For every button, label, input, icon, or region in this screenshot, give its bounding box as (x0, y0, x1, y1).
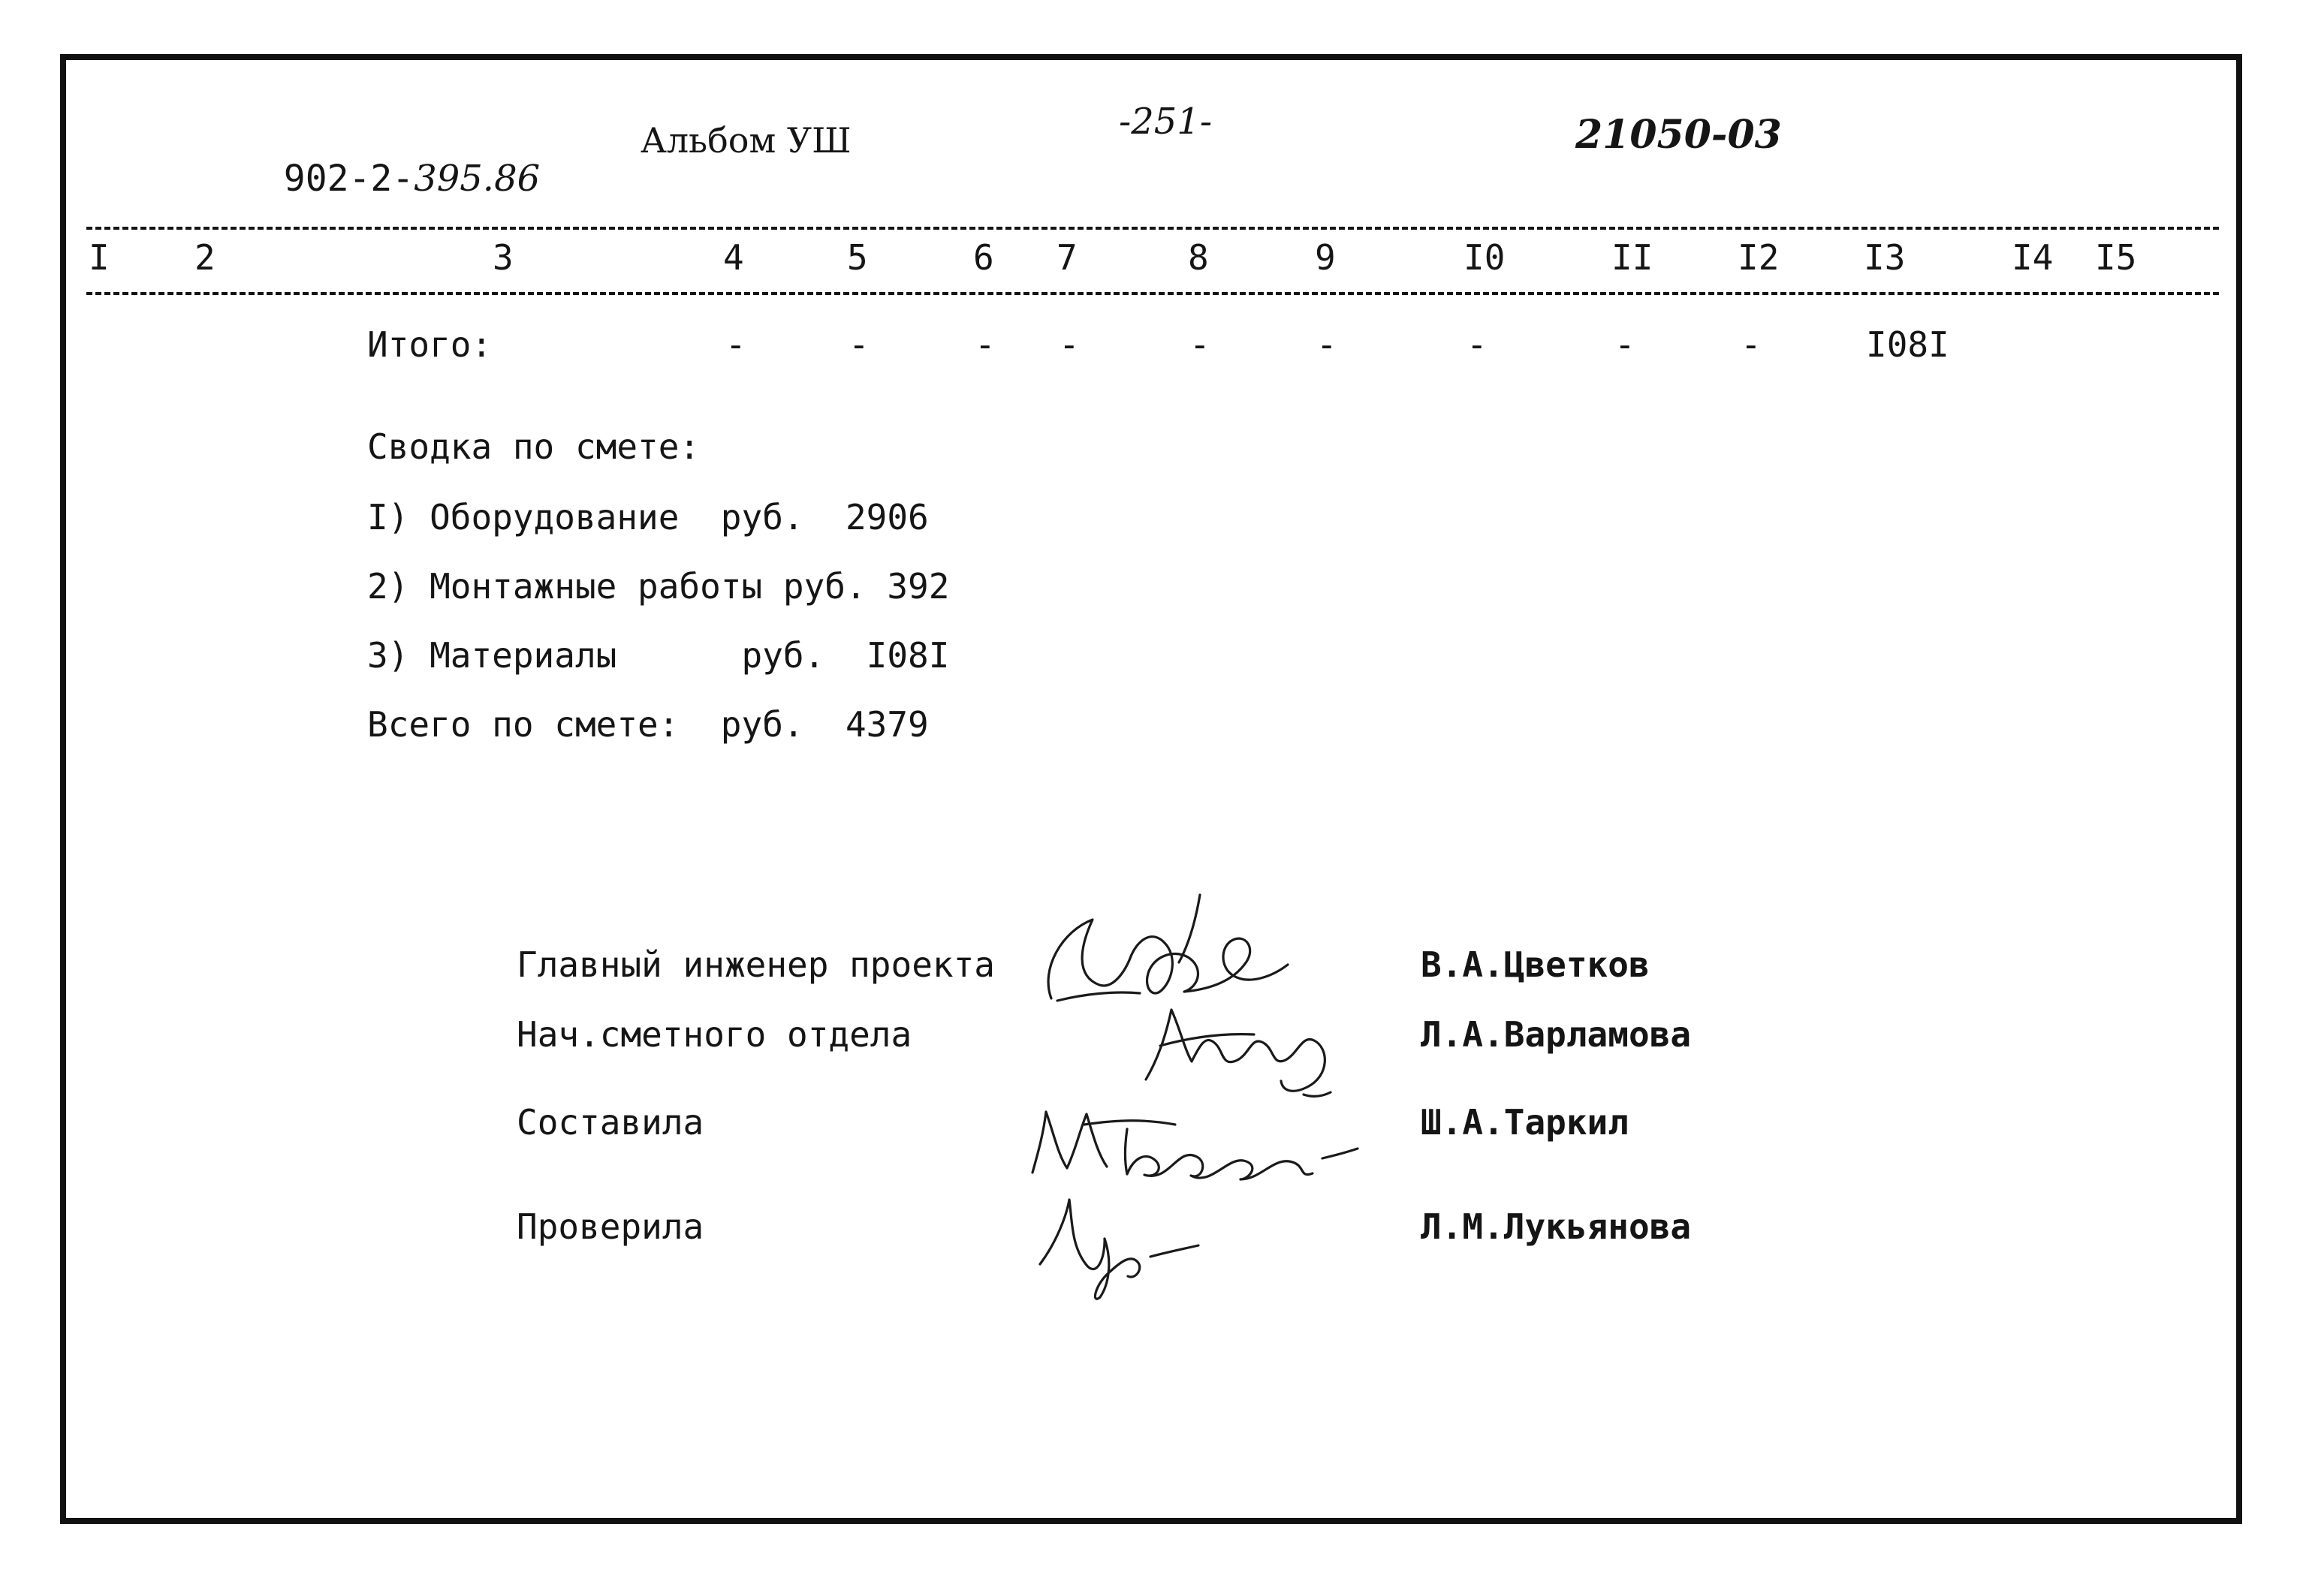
total-column-12: - (1741, 324, 1762, 365)
signature-checked-by (1021, 1186, 1209, 1310)
column-number-9: 9 (1315, 237, 1336, 278)
signatory-name-lukyanova: Л.М.Лукьянова (1421, 1206, 1692, 1247)
column-number-8: 8 (1188, 237, 1209, 278)
signature-role-chief-engineer: Главный инженер проекта (517, 944, 995, 985)
document-number-handwritten: 395.86 (414, 158, 541, 200)
document-code: 21050-03 (1575, 112, 1782, 158)
column-number-15: I5 (2095, 237, 2137, 278)
total-column-10: - (1466, 324, 1488, 365)
column-number-2: 2 (194, 237, 216, 278)
column-number-7: 7 (1057, 237, 1078, 278)
column-number-10: I0 (1463, 237, 1506, 278)
total-column-6: - (975, 324, 996, 365)
summary-item-materials: 3) Материалы руб. I08I (367, 635, 950, 676)
column-number-14: I4 (2012, 237, 2054, 278)
total-column-7: - (1059, 324, 1080, 365)
total-column-4: - (725, 324, 746, 365)
signature-role-estimate-head: Нач.сметного отдела (517, 1014, 912, 1055)
summary-item-installation: 2) Монтажные работы руб. 392 (367, 566, 950, 607)
column-number-12: I2 (1738, 237, 1780, 278)
total-column-5: - (849, 324, 870, 365)
signatory-name-varlamova: Л.А.Варламова (1421, 1014, 1692, 1055)
column-header-bottom-rule (86, 292, 2219, 295)
column-number-11: II (1611, 237, 1653, 278)
summary-title: Сводка по смете: (367, 426, 701, 467)
column-number-6: 6 (973, 237, 994, 278)
total-column-8: - (1189, 324, 1210, 365)
signature-compiled-by (1021, 1089, 1367, 1194)
total-column-11: - (1614, 324, 1635, 365)
total-column-13: I08I (1866, 324, 1949, 365)
total-column-9: - (1316, 324, 1337, 365)
column-number-13: I3 (1864, 237, 1906, 278)
summary-grand-total: Всего по смете: руб. 4379 (367, 704, 929, 745)
total-label: Итого: (367, 324, 493, 365)
column-header-top-rule (86, 227, 2219, 230)
document-number-printed: 902-2- (283, 158, 414, 200)
column-number-3: 3 (493, 237, 514, 278)
summary-item-equipment: I) Оборудование руб. 2906 (367, 497, 929, 538)
column-number-5: 5 (847, 237, 868, 278)
signatory-name-tsvetkov: В.А.Цветков (1421, 944, 1650, 985)
album-label: Альбом УШ (641, 120, 852, 161)
signature-role-compiled-by: Составила (517, 1102, 704, 1143)
document-number (240, 125, 541, 200)
page-number: -251- (1119, 101, 1213, 143)
column-number-4: 4 (723, 237, 744, 278)
column-number-1: I (89, 237, 110, 278)
signatory-name-tarkil: Ш.А.Таркил (1421, 1102, 1629, 1143)
signature-role-checked-by: Проверила (517, 1206, 704, 1247)
